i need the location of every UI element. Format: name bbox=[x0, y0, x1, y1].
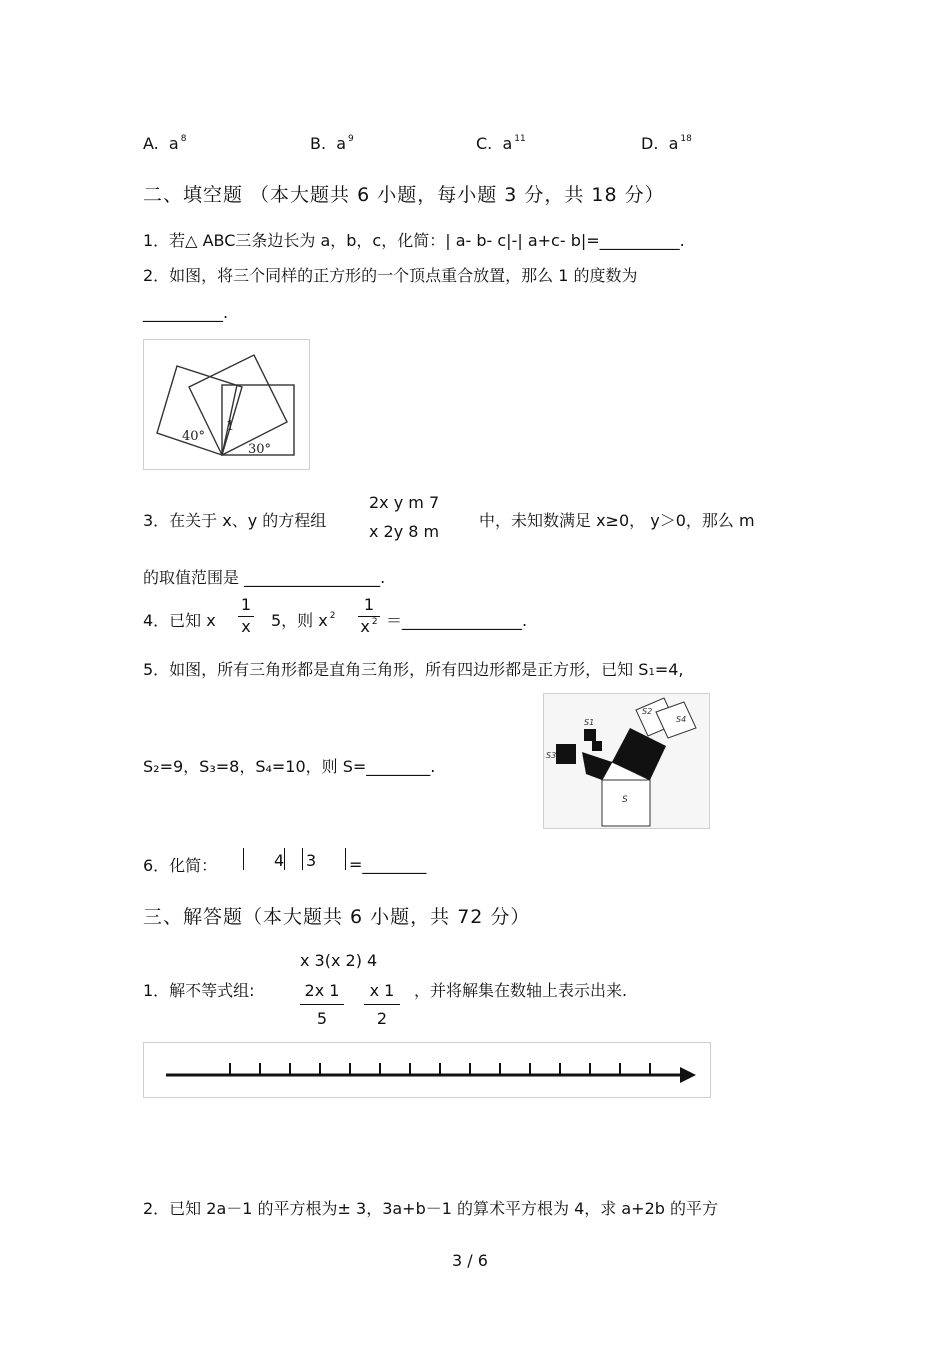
answer-question-1-frac2: $\frac{x 1}{2}$ bbox=[364, 981, 400, 1028]
label-s2: S2 bbox=[642, 707, 653, 716]
choice-c: C. a $^{11}$ bbox=[476, 134, 526, 153]
section-fill-blank-title: 二、填空题 （本大题共 6 小题，每小题 3 分，共 18 分） bbox=[143, 184, 665, 206]
question-1: 1．若△ ABC三条边长为 a，b，c，化简：| a- b- c|-| a+c- b|=__________. bbox=[143, 231, 685, 250]
question-6-abs-bar-mid2 bbox=[302, 848, 303, 870]
question-4-frac1: $\frac{1}{x}$ bbox=[238, 595, 254, 636]
answer-question-1-system-row1: x 3(x 2) 4 bbox=[300, 951, 378, 970]
answer-question-1-frac1: $\frac{2x 1}{5}$ bbox=[300, 981, 344, 1028]
choice-a: A. a $^8$ bbox=[143, 134, 187, 153]
number-line-arrow bbox=[680, 1067, 696, 1083]
number-line bbox=[144, 1043, 710, 1097]
question-4-suffix: ＝_______________. bbox=[386, 611, 528, 630]
question-6-a: 4 bbox=[274, 851, 285, 870]
angle-40-label: 40° bbox=[182, 429, 206, 444]
label-s3: S3 bbox=[546, 751, 557, 760]
question-4-frac2: $\frac{1}{x ^2}$ bbox=[358, 595, 380, 636]
number-line-box bbox=[143, 1042, 711, 1098]
question-4-prefix: 4．已知 x bbox=[143, 611, 216, 630]
question-3-system-row1: 2x y m 7 bbox=[369, 493, 440, 512]
answer-question-1-suffix: ，并将解集在数轴上表示出来. bbox=[414, 981, 628, 1000]
label-s: S bbox=[622, 795, 628, 805]
question-6-suffix: =________ bbox=[349, 855, 427, 874]
choice-d: D. a $^{18}$ bbox=[641, 134, 692, 153]
answer-question-2: 2．已知 2a－1 的平方根为± 3，3a+b－1 的算术平方根为 4，求 a+2b 的平方 bbox=[143, 1199, 718, 1218]
three-squares-diagram bbox=[144, 340, 309, 469]
label-s4: S4 bbox=[676, 715, 687, 724]
question-3-suffix: 中，未知数满足 x≥0， y＞0，那么 m bbox=[479, 511, 755, 530]
question-2-blank: __________. bbox=[143, 303, 229, 322]
angle-1-label: 1 bbox=[226, 419, 235, 434]
three-squares-figure bbox=[143, 339, 310, 470]
question-6-prefix: 6．化简： bbox=[143, 856, 218, 875]
question-3-prefix: 3．在关于 x、y 的方程组 bbox=[143, 511, 327, 530]
question-6-abs-bar-mid1 bbox=[284, 848, 285, 870]
label-s1: S1 bbox=[584, 718, 595, 727]
pythagoras-squares-diagram bbox=[544, 694, 709, 828]
page-number: 3 / 6 bbox=[452, 1251, 488, 1270]
question-5-line2: S₂=9，S₃=8，S₄=10，则 S=________. bbox=[143, 757, 436, 776]
answer-question-1-prefix: 1．解不等式组: bbox=[143, 981, 255, 1000]
question-5-line1: 5．如图，所有三角形都是直角三角形，所有四边形都是正方形，已知 S1=4, bbox=[143, 660, 684, 679]
question-3-line2: 的取值范围是 _________________. bbox=[143, 568, 386, 587]
question-6-b: 3 bbox=[306, 851, 317, 870]
question-4-mid: 5，则 x $^2$ bbox=[271, 611, 336, 630]
angle-30-label: 30° bbox=[248, 442, 272, 457]
section-answer-title: 三、解答题（本大题共 6 小题，共 72 分） bbox=[143, 906, 531, 928]
pythagoras-squares-figure bbox=[543, 693, 710, 829]
question-6-abs-bar-left bbox=[243, 848, 244, 870]
question-2: 2．如图，将三个同样的正方形的一个顶点重合放置，那么 1 的度数为 bbox=[143, 266, 638, 285]
choice-b: B. a $^9$ bbox=[310, 134, 354, 153]
question-6-abs-bar-right bbox=[345, 848, 346, 870]
question-3-system-row2: x 2y 8 m bbox=[369, 522, 440, 541]
